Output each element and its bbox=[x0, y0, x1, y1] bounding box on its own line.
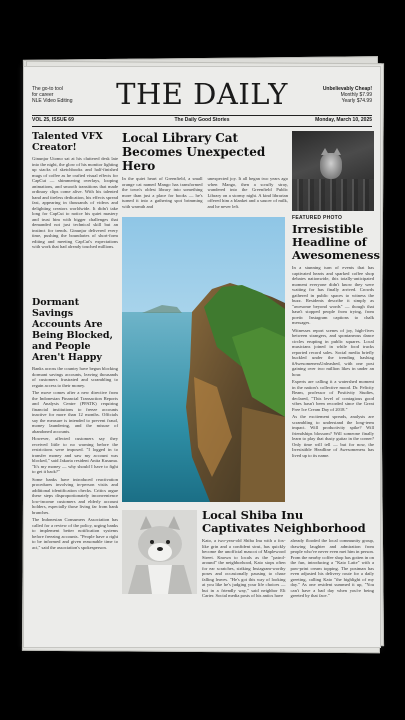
featured-paragraph: Experts are calling it a watershed moment in the nation's collective mood. Dr. Felicity Beam, professor of Positivity Studies, declared, "This level of contagious good vibes hasn't been recorded since the Great Free Ice Cream Day of 2018." bbox=[292, 379, 374, 412]
shiba-photo bbox=[122, 510, 197, 594]
dateline-center: The Daily Good Stories bbox=[174, 117, 230, 123]
shiba-column-1: Kato, a two-year-old Shiba Inu with a fox-like grin and a confident strut, has quickly become the unofficial mascot of Maplewood Street. Known to locals as the "patrol-around" the neighborhood, Kato stops often for ear scratches, striking Instagram-worthy poses and occasionally pausing to chase falling leaves. "He's got this way of looking at you like he's judging your life choices — but in a friendly way," said neighbor Eli Carter. Social media posts of his antics have bbox=[202, 538, 286, 598]
savings-body bbox=[32, 366, 118, 550]
featured-article bbox=[292, 215, 380, 460]
savings-paragraph: Banks across the country have begun blocking dormant savings accounts, leaving thousands of customers frustrated and scrambling to regain access to their money. bbox=[32, 366, 118, 388]
issue-date: Monday, March 10, 2025 bbox=[315, 117, 372, 123]
vfx-article bbox=[32, 131, 118, 252]
cat-photo bbox=[292, 131, 374, 211]
library-column-2: unexpected joy. It all began two years ago when Mango, then a scruffy stray, wandered into the Greenfield Public Library on a stormy night. A kind librarian offered him a blanket and a saucer of milk, and he never left. bbox=[207, 176, 288, 209]
masthead bbox=[32, 77, 372, 117]
featured-body bbox=[292, 265, 374, 458]
savings-headline: Dormant Savings Accounts Are Being Blocked, and People Aren't Happy bbox=[32, 297, 113, 363]
savings-paragraph: Some banks have introduced reactivation procedures involving in-person visits and additional identification checks. Critics argue these steps disproportionately inconvenience low-income customers and elderly account holders, especially those living far from bank branches. bbox=[32, 476, 118, 515]
featured-headline: Irresistible Headline of Awesomeness bbox=[292, 222, 380, 262]
featured-tag: FEATURED PHOTO bbox=[292, 215, 343, 221]
vfx-body bbox=[32, 156, 118, 250]
dateline-rule bbox=[32, 126, 372, 127]
tagline-line-3: NLE Video Editing bbox=[32, 98, 73, 104]
pricing-yearly: Yearly $74.99 bbox=[341, 98, 372, 104]
volume-issue: VOL 25, ISSUE 69 bbox=[32, 117, 74, 123]
masthead-pricing bbox=[302, 86, 372, 104]
bookshelf-shape bbox=[292, 179, 374, 211]
pricing-monthly: Monthly $7.99 bbox=[340, 92, 372, 98]
savings-paragraph: The move comes after a new directive from the Indonesian Financial Transaction Reports and Analysis Centre (PPATK) requiring financial institutions to freeze accounts inactive for more than 12 months. Officials say the measure is intended to prevent fraud, money laundering, and the misuse of abandoned accounts. bbox=[32, 390, 118, 434]
vfx-paragraph: Ginunjar Utomo sat at his cluttered desk late into the night, the glow of his monitor lighting up stacks of sketchbooks and half-finished mugs of coffee as he crafted visual effects for CapCut — shimmering overlays, looping animations, and smooth transitions that made ordinary clips come alive. With his talented hand and tireless dedication, his effects spread fast, appearing in thousands of videos and delighting creators worldwide. It didn't take long for CapCut to notice his quiet mastery and trust him with bigger challenges that demanded not just technical skill but an instinct for trends. Ginunjar delivered every time, pushing the boundaries of short-form editing and meeting CapCut's expectations with work that had already touched millions. bbox=[32, 156, 118, 249]
featured-paragraph: Witnesses report scenes of joy, high-fives between strangers, and spontaneous dance circles erupting in public squares. Local musicians joined in while food trucks reported record sales. Social media briefly buckled under the trending hashtag #AwesomenessUnleashed, with one post gaining over two million likes in under an hour. bbox=[292, 327, 374, 377]
featured-paragraph: In a stunning turn of events that has captivated hearts and sparked coffee shop debates nationwide, this totally-anticipated moment everyone didn't know they were waiting for has finally arrived. Crowds gathered in public spaces to witness the buzz. Residents describe it simply as "awesome beyond words" — though that hasn't stopped people from trying, from poetic Instagram captions to chalk messages. bbox=[292, 265, 374, 325]
newspaper-page bbox=[23, 66, 381, 648]
tagline-line-1: The go-to tool bbox=[32, 86, 63, 92]
tagline-line-2: for career bbox=[32, 92, 54, 98]
library-headline: Local Library Cat Becomes Unexpected Hero bbox=[122, 131, 266, 173]
masthead-title: THE DAILY bbox=[116, 77, 288, 111]
pricing-headline: Unbelievably Cheap! bbox=[322, 86, 372, 92]
library-column-1: In the quiet heart of Greenfield, a small orange cat named Mango has transformed the town's oldest library into something more than just a place for books — he's turned it into a gathering spot brimming with warmth and bbox=[122, 176, 203, 209]
savings-article bbox=[32, 297, 118, 552]
cat-figure bbox=[320, 153, 342, 179]
dateline bbox=[32, 117, 372, 125]
savings-paragraph: The Indonesian Consumers Association has called for a review of the policy, urging banks to implement better notification systems before freezing accounts. "People have a right to be informed and given reasonable time to act," said the association's spokesperson. bbox=[32, 517, 118, 550]
island-photo bbox=[122, 217, 285, 502]
savings-paragraph: However, affected customers say they received little to no warning before the restrictions were imposed. "I logged in to transfer money and saw my account was blocked," said Jakarta resident Anita Kusuma. "It's my money — why should I have to fight to get it back?" bbox=[32, 436, 118, 474]
island-illustration bbox=[122, 217, 285, 502]
shiba-headline: Local Shiba Inu Captivates Neighborhood bbox=[202, 508, 366, 535]
library-article bbox=[122, 131, 288, 209]
masthead-rule bbox=[32, 115, 372, 116]
featured-paragraph: As the excitement spreads, analysts are scrambling to understand the long-term impact. Will productivity spike? Will friendships blossom? Will someone finally learn to play that dusty guitar in the corner? Only time will tell — but for now, the Irresistible Headline of Awesomeness has lived up to its name. bbox=[292, 414, 374, 458]
shiba-article bbox=[202, 509, 374, 599]
vfx-headline: Talented VFX Creator! bbox=[32, 131, 103, 153]
shiba-illustration bbox=[122, 510, 197, 594]
shiba-column-2: already flooded the local community group, drawing laughter and admiration from people who've never even met him in person. From the nearby coffee shop has gotten in on the fun, introducing a "Kato Latte" with a paw-print cream topping. The postman has even adjusted his delivery route for a daily greeting, calling Kato "the highlight of my day." As one resident summed it up, "You can't have a bad day when you're being greeted by that face." bbox=[290, 538, 374, 598]
